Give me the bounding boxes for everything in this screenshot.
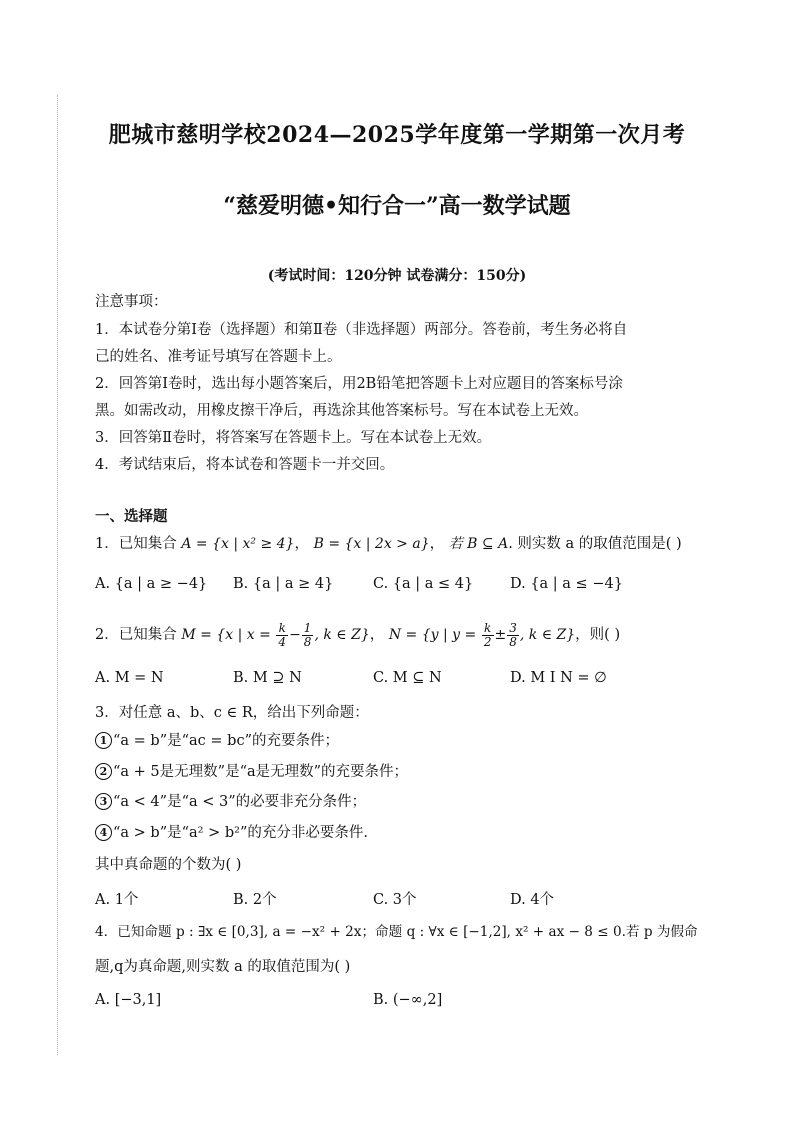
question-4-stem-line1: 4．已知命题 p : ∃x ∈ [0,3], a = −x² + 2x；命题 q : ∀x ∈ [−1,2], x² + ax − 8 ≤ 0.若 p 为假命 xyxy=(95,924,698,940)
condition: 若 B ⊆ A xyxy=(448,536,509,552)
circled-number-icon: 1 xyxy=(95,732,112,749)
option-a: A. {a | a ≥ −4} xyxy=(95,576,208,592)
question-1-stem: 1．已知集合 A = {x | x² ≥ 4}， B = {x | 2x > a}， 若 B ⊆ A. 则实数 a 的取值范围是( ) xyxy=(95,536,682,552)
notice-line: 己的姓名、准考证号填写在答题卡上。 xyxy=(95,349,342,365)
question-number: 1．已知集合 xyxy=(95,536,177,552)
option-a: A. M = N xyxy=(95,670,164,686)
circled-number-icon: 4 xyxy=(95,824,112,841)
option-d: D. 4个 xyxy=(510,892,555,908)
set-b: B = {x | 2x > a} xyxy=(313,536,430,552)
question-2-stem: 2．已知集合 M = {x | x = $\frac{k}{4}$ − $\frac{1}{8}$ , k ∈ Z}， N = {y | y = $\frac{k}{2}$ ± $\frac{3}{8}$ , k ∈ Z}，则( ) xyxy=(95,620,621,649)
option-a: A. [−3,1] xyxy=(95,992,162,1008)
notice-line: 黑。如需改动，用橡皮擦干净后，再选涂其他答案标号。写在本试卷上无效。 xyxy=(95,403,588,419)
fraction: $\frac{k}{4}$ xyxy=(278,620,287,649)
fraction: $\frac{3}{8}$ xyxy=(509,620,517,649)
question-number: 2．已知集合 xyxy=(95,627,177,643)
binding-margin-line xyxy=(57,95,58,1055)
exam-title: 肥城市慈明学校2024—2025学年度第一学期第一次月考 xyxy=(108,122,686,148)
question-tail: 则实数 a 的取值范围是( ) xyxy=(517,536,682,552)
notice-line: 4．考试结束后，将本试卷和答题卡一并交回。 xyxy=(95,457,395,473)
notice-heading: 注意事项： xyxy=(95,294,168,310)
option-b: B. (−∞,2] xyxy=(373,992,443,1008)
fraction: $\frac{1}{8}$ xyxy=(303,620,312,649)
question-4-stem-line2: 题,q为真命题,则实数 a 的取值范围为( ) xyxy=(95,959,351,975)
notice-line: 1．本试卷分第Ⅰ卷（选择题）和第Ⅱ卷（非选择题）两部分。答卷前，考生务必将自 xyxy=(95,322,628,338)
fraction: $\frac{k}{2}$ xyxy=(483,620,492,649)
notice-line: 2．回答第Ⅰ卷时，选出每小题答案后，用2B铅笔把答题卡上对应题目的答案标号涂 xyxy=(95,376,623,392)
set-a: A = {x | x² ≥ 4} xyxy=(181,536,295,552)
proposition-4: 4 “a > b”是“a² > b²”的充分非必要条件. xyxy=(95,823,368,843)
option-d: D. M I N = ∅ xyxy=(510,670,607,686)
option-b: B. M ⊇ N xyxy=(233,670,302,686)
proposition-1: 1 “a = b”是“ac = bc”的充要条件； xyxy=(95,731,339,751)
option-a: A. 1个 xyxy=(95,892,139,908)
option-c: C. {a | a ≤ 4} xyxy=(373,576,474,592)
section-heading: 一、选择题 xyxy=(95,508,168,525)
option-b: B. 2个 xyxy=(233,892,277,908)
question-3-stem: 3．对任意 a、b、c ∈ R，给出下列命题： xyxy=(95,705,369,721)
proposition-2: 2 “a + 5是无理数”是“a是无理数”的充要条件； xyxy=(95,762,408,782)
notice-line: 3．回答第Ⅱ卷时，将答案写在答题卡上。写在本试卷上无效。 xyxy=(95,430,492,446)
circled-number-icon: 2 xyxy=(95,763,112,780)
option-c: C. 3个 xyxy=(373,892,417,908)
option-d: D. {a | a ≤ −4} xyxy=(510,576,623,592)
option-b: B. {a | a ≥ 4} xyxy=(233,576,334,592)
proposition-3: 3 “a < 4”是“a < 3”的必要非充分条件； xyxy=(95,792,366,812)
exam-subtitle: “慈爱明德•知行合一”高一数学试题 xyxy=(223,193,571,219)
option-c: C. M ⊆ N xyxy=(373,670,442,686)
circled-number-icon: 3 xyxy=(95,793,112,810)
question-3-ask: 其中真命题的个数为( ) xyxy=(95,857,242,873)
exam-time-score: (考试时间：120分钟 试卷满分：150分) xyxy=(267,268,527,284)
